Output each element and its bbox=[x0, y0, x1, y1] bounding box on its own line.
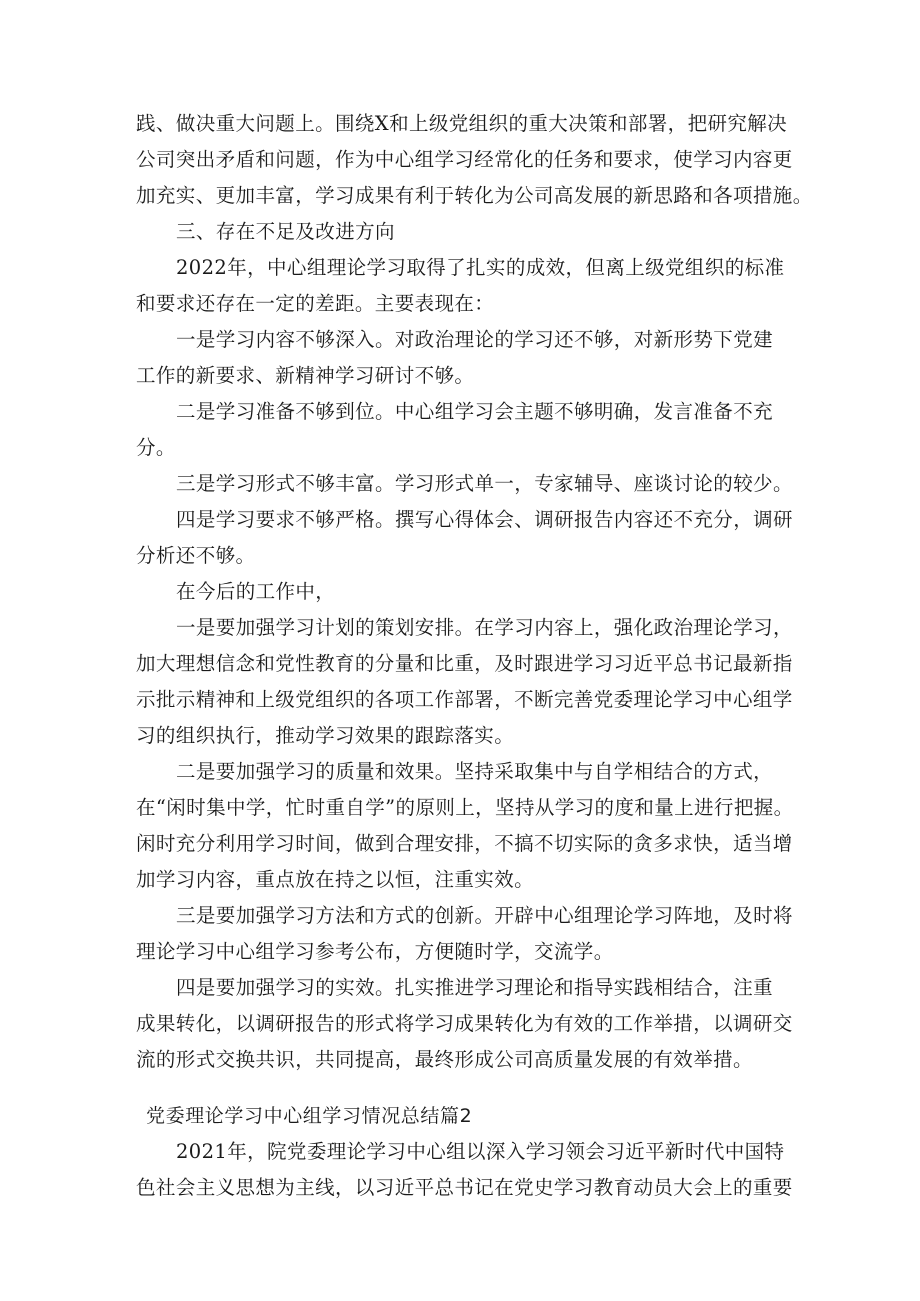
text-line: 公司突出矛盾和问题，作为中心组学习经常化的任务和要求，使学习内容更 bbox=[136, 148, 793, 171]
text-line: 分析还不够。 bbox=[136, 544, 256, 567]
text-line: 加大理想信念和党性教育的分量和比重，及时跟进学习习近平总书记最新指 bbox=[136, 652, 793, 675]
text-line: 在“闲时集中学，忙时重自学”的原则上，坚持从学习的度和量上进行把握。 bbox=[136, 796, 794, 819]
text-line: 习的组织执行，推动学习效果的跟踪落实。 bbox=[136, 724, 515, 747]
text-line: 色社会主义思想为主线，以习近平总书记在党史学习教育动员大会上的重要 bbox=[136, 1176, 793, 1199]
text-line: 一是要加强学习计划的策划安排。在学习内容上，强化政治理论学习， bbox=[176, 616, 793, 639]
text-line: 2021年，院党委理论学习中心组以深入学习领会习近平新时代中国特 bbox=[176, 1140, 785, 1163]
text-line: 分。 bbox=[136, 436, 176, 459]
text-line: 三是要加强学习方法和方式的创新。开辟中心组理论学习阵地，及时将 bbox=[176, 904, 793, 927]
text-line: 成果转化，以调研报告的形式将学习成果转化为有效的工作举措，以调研交 bbox=[136, 1012, 793, 1035]
text-line: 三是学习形式不够丰富。学习形式单一，专家辅导、座谈讨论的较少。 bbox=[176, 472, 793, 495]
text-line: 加学习内容，重点放在持之以恒，注重实效。 bbox=[136, 868, 535, 891]
text-line: 一是学习内容不够深入。对政治理论的学习还不够，对新形势下党建 bbox=[176, 328, 774, 351]
text-line: 二是学习准备不够到位。中心组学习会主题不够明确，发言准备不充 bbox=[176, 400, 774, 423]
text-line: 践、做决重大问题上。围绕X和上级党组织的重大决策和部署，把研究解决 bbox=[136, 112, 788, 135]
text-line: 理论学习中心组学习参考公布，方便随时学，交流学。 bbox=[136, 940, 614, 963]
text-line: 四是学习要求不够严格。撰写心得体会、调研报告内容还不充分，调研 bbox=[176, 508, 793, 531]
text-line: 2022年，中心组理论学习取得了扎实的成效，但离上级党组织的标准 bbox=[176, 256, 785, 279]
text-line: 闲时充分利用学习时间，做到合理安排，不搞不切实际的贪多求快，适当增 bbox=[136, 832, 793, 855]
section-heading: 三、存在不足及改进方向 bbox=[176, 220, 395, 243]
text-line: 和要求还存在一定的差距。主要表现在： bbox=[136, 292, 495, 315]
text-line: 示批示精神和上级党组织的各项工作部署，不断完善党委理论学习中心组学 bbox=[136, 688, 793, 711]
text-line: 加充实、更加丰富，学习成果有利于转化为公司高发展的新思路和各项措施。 bbox=[136, 184, 813, 207]
text-line: 二是要加强学习的质量和效果。坚持采取集中与自学相结合的方式， bbox=[176, 760, 774, 783]
text-line: 工作的新要求、新精神学习研讨不够。 bbox=[136, 364, 475, 387]
section-title: 党委理论学习中心组学习情况总结篇2 bbox=[146, 1105, 473, 1127]
text-line: 在今后的工作中， bbox=[176, 580, 336, 603]
text-line: 四是要加强学习的实效。扎实推进学习理论和指导实践相结合，注重 bbox=[176, 976, 774, 999]
text-line: 流的形式交换共识，共同提高，最终形成公司高质量发展的有效举措。 bbox=[136, 1048, 753, 1071]
